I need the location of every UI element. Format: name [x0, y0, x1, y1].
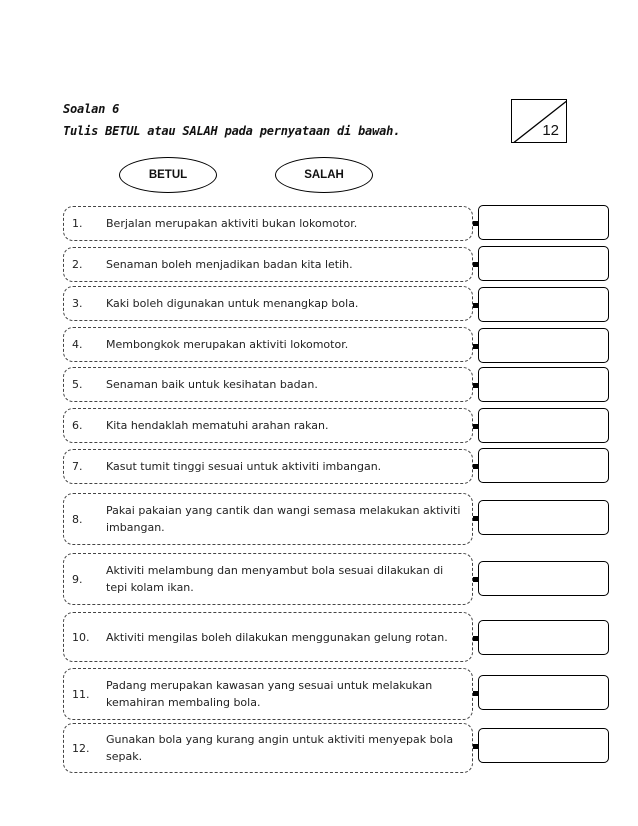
answer-box-7[interactable] — [478, 448, 609, 483]
statement-10 — [63, 612, 473, 662]
statement-text: Pakai pakaian yang cantik dan wangi semasa melakukan aktiviti imbangan. — [106, 504, 461, 534]
answer-box-4[interactable] — [478, 328, 609, 363]
statement-text: Kaki boleh digunakan untuk menangkap bola. — [106, 297, 359, 310]
statement-12 — [63, 723, 473, 773]
statement-text: Kasut tumit tinggi sesuai untuk aktiviti imbangan. — [106, 460, 382, 473]
statement-9 — [63, 553, 473, 605]
question-title: Soalan 6 — [63, 102, 120, 116]
statement-7 — [63, 449, 473, 484]
answer-box-3[interactable] — [478, 287, 609, 322]
statement-number: 2. — [72, 258, 83, 271]
statement-text: Kita hendaklah mematuhi arahan rakan. — [106, 419, 329, 432]
statement-1 — [63, 206, 473, 241]
statement-text: Aktiviti melambung dan menyambut bola sesuai dilakukan di tepi kolam ikan. — [106, 564, 444, 594]
question-instruction: Tulis BETUL atau SALAH pada pernyataan di bawah. — [63, 124, 401, 138]
answer-box-10[interactable] — [478, 620, 609, 655]
answer-box-11[interactable] — [478, 675, 609, 710]
statement-8 — [63, 493, 473, 545]
answer-box-8[interactable] — [478, 500, 609, 535]
statement-number: 8. — [72, 512, 83, 526]
answer-box-2[interactable] — [478, 246, 609, 281]
statement-text: Gunakan bola yang kurang angin untuk aktiviti menyepak bola sepak. — [106, 733, 454, 763]
statement-number: 4. — [72, 338, 83, 351]
option-salah: SALAH — [275, 157, 373, 193]
statement-number: 6. — [72, 419, 83, 432]
statement-number: 7. — [72, 460, 83, 473]
answer-box-9[interactable] — [478, 561, 609, 596]
score-box — [511, 99, 567, 143]
statement-4 — [63, 327, 473, 362]
statement-text: Senaman baik untuk kesihatan badan. — [106, 378, 318, 391]
statement-5 — [63, 367, 473, 402]
statement-11 — [63, 668, 473, 720]
statement-number: 5. — [72, 378, 83, 391]
option-betul: BETUL — [119, 157, 217, 193]
statement-text: Berjalan merupakan aktiviti bukan lokomotor. — [106, 217, 358, 230]
score-value: 12 — [542, 122, 559, 139]
answer-box-5[interactable] — [478, 367, 609, 402]
statement-text: Membongkok merupakan aktiviti lokomotor. — [106, 338, 349, 351]
statement-number: 1. — [72, 217, 83, 230]
statement-2 — [63, 247, 473, 282]
statement-number: 3. — [72, 297, 83, 310]
statement-number: 9. — [72, 572, 83, 586]
statement-number: 10. — [72, 630, 90, 644]
answer-box-12[interactable] — [478, 728, 609, 763]
answer-box-6[interactable] — [478, 408, 609, 443]
answer-box-1[interactable] — [478, 205, 609, 240]
statement-text: Aktiviti mengilas boleh dilakukan menggunakan gelung rotan. — [106, 630, 448, 644]
statement-6 — [63, 408, 473, 443]
statement-text: Padang merupakan kawasan yang sesuai untuk melakukan kemahiran membaling bola. — [106, 679, 433, 709]
statement-3 — [63, 286, 473, 321]
statement-number: 12. — [72, 741, 90, 755]
statement-number: 11. — [72, 687, 90, 701]
statement-text: Senaman boleh menjadikan badan kita letih. — [106, 258, 353, 271]
